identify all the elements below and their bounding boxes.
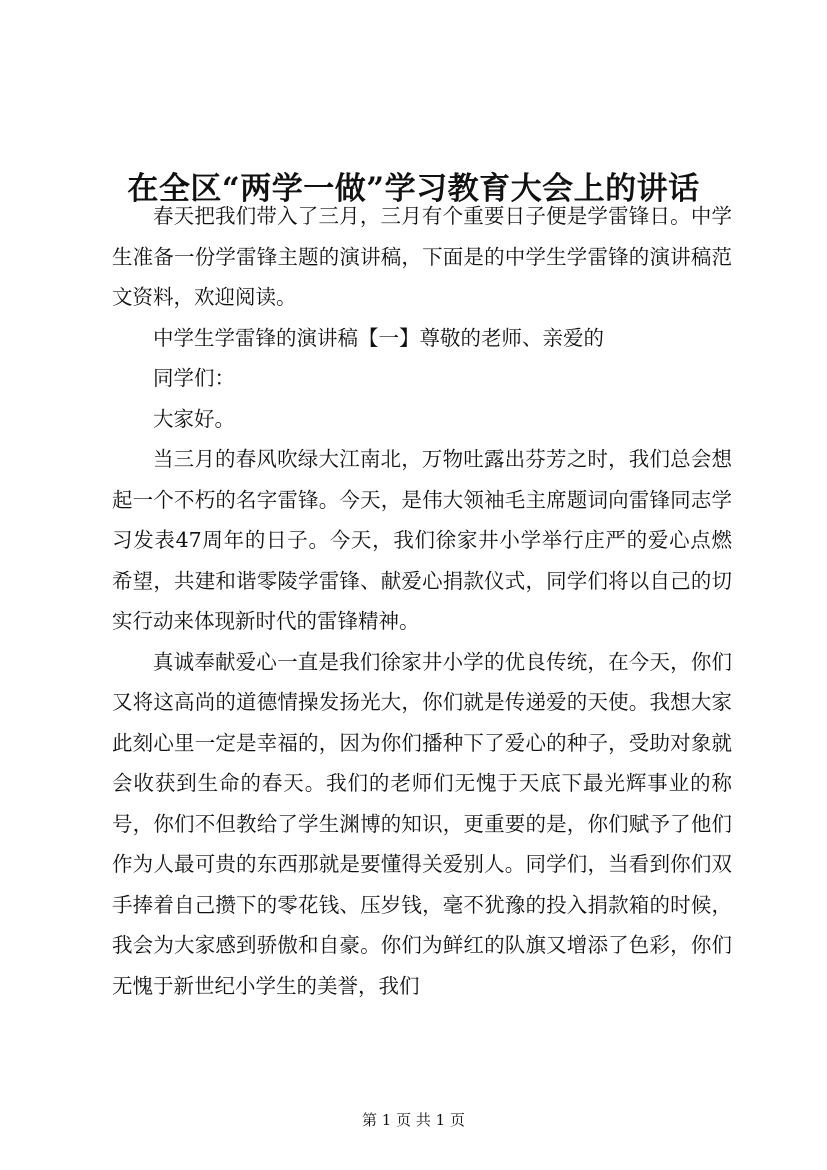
page-footer: 第 1 页 共 1 页 — [362, 1111, 465, 1129]
document-title: 在全区“两学一做”学习教育大会上的讲话 — [127, 170, 700, 207]
paragraph-body-2: 真诚奉献爱心一直是我们徐家井小学的优良传统，在今天，你们又将这高尚的道德情操发扬光大，你们就是传递爱的天使。我想大家此刻心里一定是幸福的，因为你们播种下了爱心的种子，受助对象就会收获到生命的春天。我们的老师们无愧于天底下最光辉事业的称号，你们不但教给了学生渊博的知识，更重要的是，你们赋予了他们作为人最可贵的东西那就是要懂得关爱别人。同学们，当看到你们双手捧着自己攒下的零花钱、压岁钱，毫不犹豫的投入捐款箱的时候，我会为大家感到骄傲和自豪。你们为鲜红的队旗又增添了色彩，你们无愧于新世纪小学生的美誉，我们 — [112, 649, 732, 998]
paragraph-intro: 春天把我们带入了三月，三月有个重要日子便是学雷锋日。中学生准备一份学雷锋主题的演讲稿，下面是的中学生学雷锋的演讲稿范文资料，欢迎阅读。 — [112, 204, 732, 309]
paragraph-speech-heading: 中学生学雷锋的演讲稿【一】尊敬的老师、亲爱的 — [153, 325, 604, 350]
paragraph-greeting: 大家好。 — [153, 406, 235, 431]
document-body — [112, 196, 732, 1006]
paragraph-salutation: 同学们： — [153, 366, 235, 390]
paragraph-body-1: 当三月的春风吹绿大江南北，万物吐露出芬芳之时，我们总会想起一个不朽的名字雷锋。今天，是伟大领袖毛主席题词向雷锋同志学习发表47周年的日子。今天，我们徐家井小学举行庄严的爱心点燃希望，共建和谐零陵学雷锋、献爱心捐款仪式，同学们将以自己的切实行动来体现新时代的雷锋精神。 — [112, 447, 732, 633]
